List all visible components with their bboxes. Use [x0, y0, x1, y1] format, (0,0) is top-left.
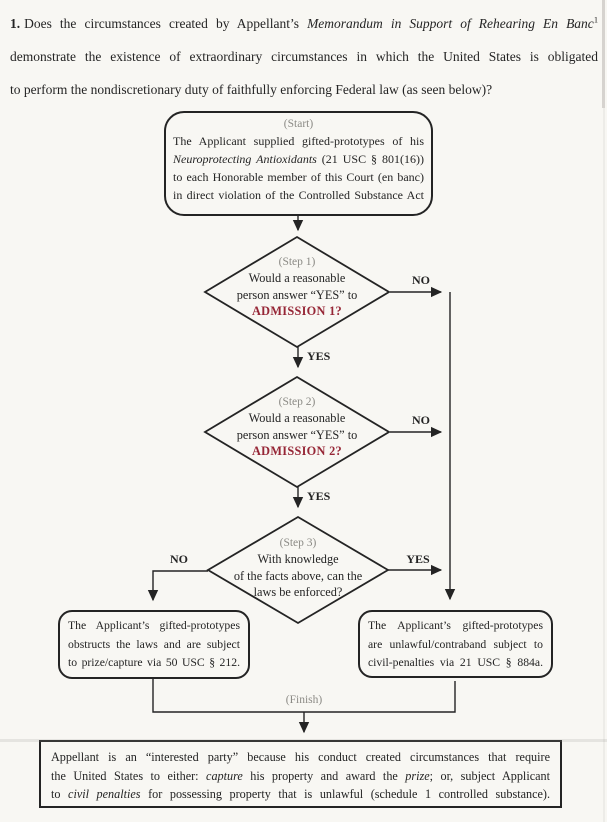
conclusion-node	[39, 740, 562, 808]
text-line: The Applicant’s gifted-prototypes	[368, 619, 543, 632]
step1-text	[217, 270, 377, 320]
start-tag: (Start)	[283, 118, 314, 130]
text-line: ADMISSION 2?	[251, 444, 343, 458]
outcome-left-node	[58, 610, 250, 679]
text-line: Would a reasonable	[248, 411, 346, 425]
text-line: ADMISSION 1?	[251, 304, 343, 318]
step2-tag: (Step 2)	[278, 396, 316, 408]
step1-yes-label: YES	[307, 349, 331, 363]
text-line: Neuroprotecting Antioxidants (21 USC § 801(16))	[173, 152, 424, 166]
text-line: Would a reasonable	[248, 271, 346, 285]
text-line: 1. Does the circumstances created by Appellant’s Memorandum in Support of Rehearing En Banc$^1$	[10, 15, 598, 31]
text-line: laws be enforced?	[253, 585, 343, 599]
step2-diamond	[217, 395, 377, 460]
text-line: obstructs the laws and are subject	[68, 637, 240, 651]
scan-edge-artifact-faint	[603, 108, 605, 822]
text-line: The Applicant supplied gifted-prototypes of his	[173, 134, 424, 148]
question-paragraph	[10, 7, 598, 106]
step3-no-label: NO	[170, 552, 188, 566]
text-line: demonstrate the existence of extraordinary circumstances in which the United States is obligated	[10, 49, 598, 64]
text-line: person answer “YES” to	[236, 427, 358, 442]
text-line: to prize/capture via 50 USC § 212.	[68, 656, 240, 669]
text-line: of the facts above, can the	[233, 568, 363, 583]
text-line: are unlawful/contraband subject to	[368, 637, 543, 651]
start-text	[173, 132, 424, 204]
step3-yes-label: YES	[406, 552, 430, 566]
scan-smudge-artifact	[0, 739, 607, 742]
text-line: The Applicant’s gifted-prototypes	[68, 619, 240, 632]
step1-tag: (Step 1)	[278, 256, 316, 268]
step1-diamond	[217, 255, 377, 320]
step1-no-label: NO	[412, 273, 430, 287]
text-line: to perform the nondiscretionary duty of faithfully enforcing Federal law (as seen below)?	[10, 82, 493, 97]
step3-text	[208, 551, 388, 601]
text-line: With knowledge	[257, 552, 339, 566]
outcome-right-node	[358, 610, 553, 678]
step2-no-label: NO	[412, 413, 430, 427]
text-line: in direct violation of the Controlled Substance Act	[173, 188, 424, 202]
text-line: to each Honorable member of this Court (en banc)	[173, 170, 424, 184]
text-line: Appellant is an “interested party” because his conduct created circumstances that require	[51, 750, 550, 764]
text-line: the United States to either: capture his property and award the prize; or, subject Applicant	[51, 768, 551, 783]
step2-yes-label: YES	[307, 489, 331, 503]
text-line: person answer “YES” to	[236, 287, 358, 302]
finish-tag: (Finish)	[285, 694, 323, 706]
text-line: to civil penalties for possessing property that is unlawful (schedule 1 controlled substance).	[51, 787, 551, 801]
step2-text	[217, 410, 377, 460]
arrow-step3-no	[153, 571, 208, 600]
start-node	[164, 111, 433, 216]
step3-diamond	[208, 536, 388, 601]
step3-tag: (Step 3)	[279, 537, 317, 549]
text-line: civil-penalties via 21 USC § 884a.	[368, 656, 543, 669]
scan-edge-artifact	[602, 0, 605, 108]
